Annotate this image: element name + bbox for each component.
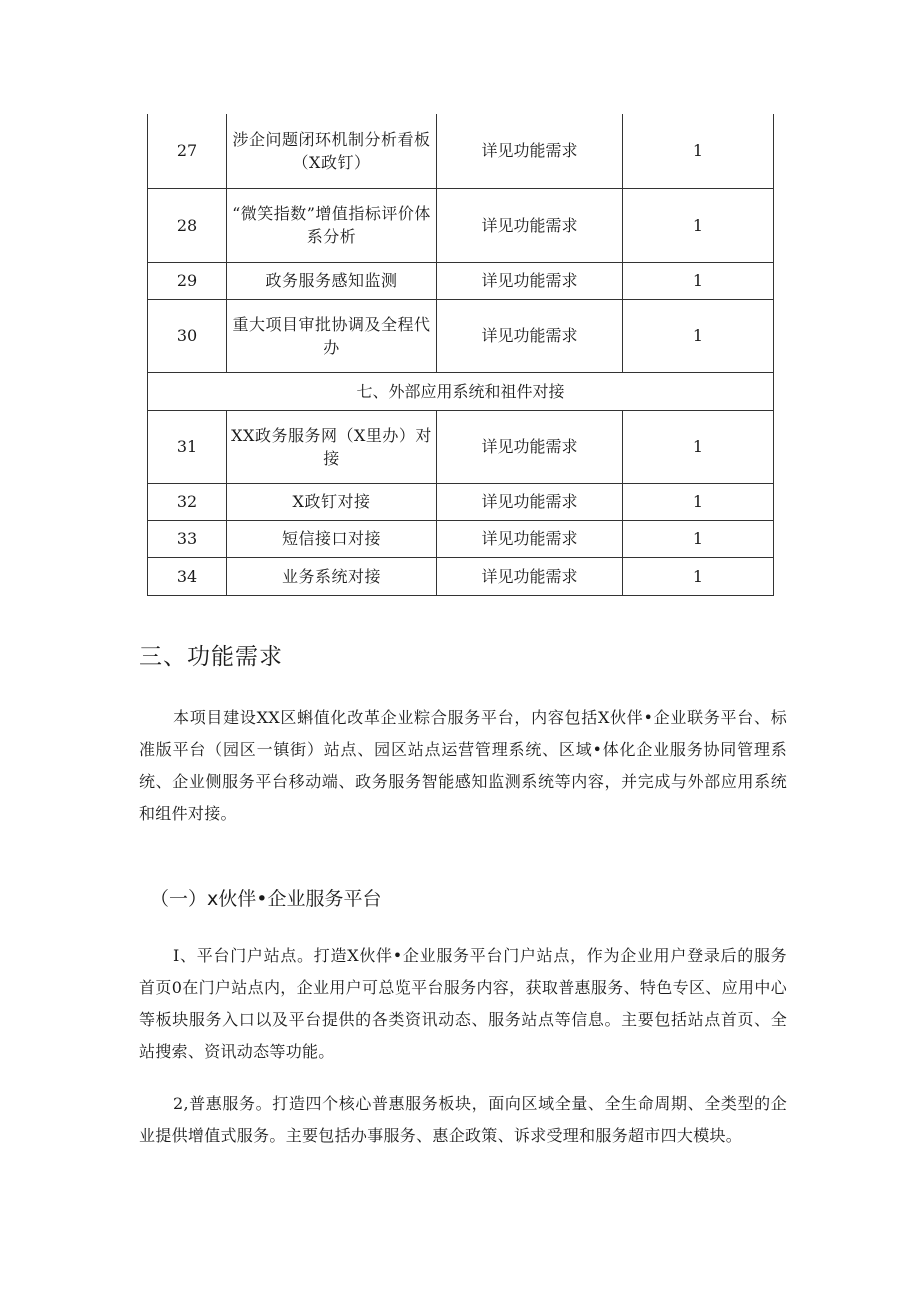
requirement: 详见功能需求 <box>437 557 623 595</box>
table-section-row <box>148 372 774 410</box>
section-heading: 三、功能需求 <box>139 644 283 670</box>
item-name: XX政务服务网（X里办）对接 <box>227 410 437 483</box>
quantity: 1 <box>623 520 774 557</box>
intro-paragraph: 本项目建设XX区蝌值化改革企业粽合服务平台，内容包括X伙伴•企业联务平台、标准版平台（园区一镇街）站点、园区站点运营管理系统、区域•体化企业服务协同管理系统、企业侧服务平台移动端、政务服务智能感知监测系统等内容，并完成与外部应用系统和组件对接。 <box>139 708 787 823</box>
quantity: 1 <box>623 262 774 299</box>
item-paragraph-1: I、平台门户站点。打造X伙伴•企业服务平台门户站点，作为企业用户登录后的服务首页0在门户站点内，企业用户可总览平台服务内容，获取普惠服务、特色专区、应用中心等板块服务入口以及平台提供的各类资讯动态、服务站点等信息。主要包括站点首页、全站搜索、资讯动态等功能。 <box>139 946 787 1061</box>
quantity: 1 <box>623 557 774 595</box>
item-name: 涉企问题闭环机制分析看板（X政钉） <box>227 114 437 188</box>
quantity: 1 <box>623 410 774 483</box>
item-paragraph-2: 2,普惠服务。打造四个核心普惠服务板块，面向区域全量、全生命周期、全类型的企业提供增值式服务。主要包括办事服务、惠企政策、诉求受理和服务超市四大模块。 <box>139 1094 787 1145</box>
table-row <box>148 114 774 188</box>
subsection-heading: （一）x伙伴•企业服务平台 <box>150 888 382 910</box>
item-name: 业务系统对接 <box>227 557 437 595</box>
item-name: X政钉对接 <box>227 483 437 520</box>
requirements-table <box>147 114 774 596</box>
item-name: 政务服务感知监测 <box>227 262 437 299</box>
row-number: 31 <box>148 410 227 483</box>
requirement: 详见功能需求 <box>437 483 623 520</box>
table-row <box>148 410 774 483</box>
table-row <box>148 299 774 372</box>
item-name: 短信接口对接 <box>227 520 437 557</box>
row-number: 30 <box>148 299 227 372</box>
row-number: 34 <box>148 557 227 595</box>
requirement: 详见功能需求 <box>437 262 623 299</box>
item-name: “微笑指数”增值指标评价体系分析 <box>227 188 437 262</box>
quantity: 1 <box>623 483 774 520</box>
row-number: 27 <box>148 114 227 188</box>
row-number: 29 <box>148 262 227 299</box>
table-row <box>148 557 774 595</box>
requirement: 详见功能需求 <box>437 410 623 483</box>
table-section-heading: 七、外部应用系统和祖件对接 <box>148 372 774 410</box>
item-name: 重大项目审批协调及全程代办 <box>227 299 437 372</box>
quantity: 1 <box>623 114 774 188</box>
requirement: 详见功能需求 <box>437 114 623 188</box>
table-row <box>148 483 774 520</box>
quantity: 1 <box>623 299 774 372</box>
row-number: 32 <box>148 483 227 520</box>
requirement: 详见功能需求 <box>437 520 623 557</box>
requirement: 详见功能需求 <box>437 188 623 262</box>
table-row <box>148 262 774 299</box>
table-row <box>148 188 774 262</box>
table-row <box>148 520 774 557</box>
requirement: 详见功能需求 <box>437 299 623 372</box>
quantity: 1 <box>623 188 774 262</box>
row-number: 33 <box>148 520 227 557</box>
row-number: 28 <box>148 188 227 262</box>
